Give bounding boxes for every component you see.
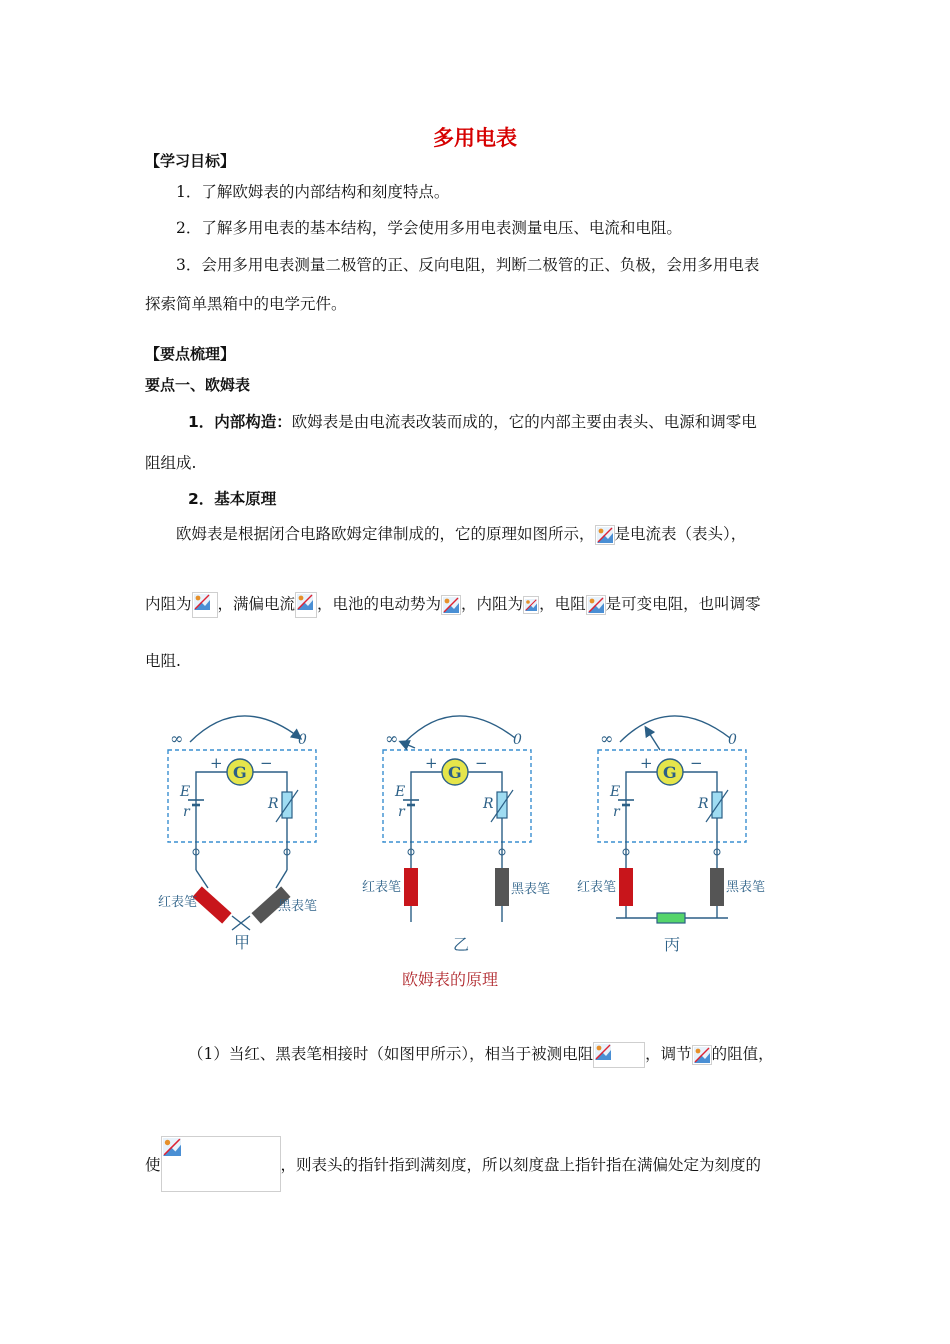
galvanometer-label: G bbox=[663, 763, 677, 782]
r-label: r bbox=[398, 804, 405, 820]
black-probe-label: 黑表笔 bbox=[511, 882, 551, 897]
point1-header: 要点一、欧姆表 bbox=[145, 376, 251, 394]
ohmmeter-principle-figure bbox=[150, 700, 780, 1000]
emf-label: E bbox=[395, 784, 406, 800]
item2-line-3 bbox=[145, 592, 761, 618]
galvanometer-label: G bbox=[448, 763, 462, 782]
item2-line bbox=[176, 522, 746, 545]
item1-line bbox=[188, 410, 757, 432]
zero-label: 0 bbox=[513, 732, 522, 748]
formula-image-icon bbox=[192, 592, 218, 618]
formula-image-icon bbox=[441, 595, 461, 615]
formula-image-icon bbox=[595, 525, 615, 545]
objective-3: 3．会用多用电表测量二极管的正、反向电阻，判断二极管的正、负极，会用多用电表 bbox=[176, 256, 760, 274]
black-probe-label: 黑表笔 bbox=[278, 899, 318, 914]
galvanometer-label: G bbox=[233, 763, 247, 782]
text-internal-resistance: 内阻为 bbox=[145, 595, 192, 613]
panel-label-bing: 丙 bbox=[664, 935, 681, 954]
zero-label: 0 bbox=[298, 732, 307, 748]
black-probe-label: 黑表笔 bbox=[726, 880, 766, 895]
para-a-line bbox=[188, 1042, 774, 1068]
text-para-a1: （1）当红、黑表笔相接时（如图甲所示），相当于被测电阻 bbox=[188, 1045, 594, 1063]
panel-yi bbox=[362, 716, 550, 954]
formula-image-icon bbox=[295, 592, 317, 618]
panel-bing bbox=[577, 716, 765, 954]
formula-image-icon bbox=[161, 1136, 281, 1192]
minus-label: − bbox=[475, 754, 488, 772]
item2-text-a: 欧姆表是根据闭合电路欧姆定律制成的，它的原理如图所示， bbox=[176, 525, 595, 543]
text-para-b1: 使 bbox=[145, 1156, 161, 1174]
infinity-label: ∞ bbox=[170, 729, 184, 748]
keypoints-header: 【要点梳理】 bbox=[145, 345, 236, 363]
para-b-line bbox=[145, 1136, 761, 1192]
objective-2: 2．了解多用电表的基本结构，学会使用多用电表测量电压、电流和电阻。 bbox=[176, 219, 682, 237]
formula-image-icon bbox=[593, 1042, 645, 1068]
text-para-a2: ，调节 bbox=[645, 1045, 692, 1063]
text-battery-r: ，内阻为 bbox=[461, 595, 524, 613]
R-label: R bbox=[268, 796, 279, 812]
item1-text: 欧姆表是由电流表改装而成的，它的内部主要由表头、电源和调零电 bbox=[291, 413, 757, 431]
R-label: R bbox=[698, 796, 709, 812]
item1-label: 1．内部构造： bbox=[188, 413, 292, 431]
text-emf: ，电池的电动势为 bbox=[317, 595, 442, 613]
minus-label: − bbox=[690, 754, 703, 772]
R-label: R bbox=[483, 796, 494, 812]
plus-label: + bbox=[210, 754, 223, 772]
red-probe-label: 红表笔 bbox=[158, 895, 198, 910]
text-variable-resistor: 是可变电阻，也叫调零 bbox=[605, 595, 761, 613]
panel-label-jia: 甲 bbox=[234, 933, 251, 952]
minus-label: − bbox=[260, 754, 273, 772]
r-label: r bbox=[613, 804, 620, 820]
item2-line-4: 电阻. bbox=[145, 652, 181, 670]
emf-label: E bbox=[180, 784, 191, 800]
panel-label-yi: 乙 bbox=[453, 935, 470, 954]
item1-cont: 阻组成. bbox=[145, 454, 197, 472]
formula-image-icon bbox=[523, 596, 539, 614]
red-probe-label: 红表笔 bbox=[577, 880, 617, 895]
infinity-label: ∞ bbox=[385, 729, 399, 748]
figure-caption: 欧姆表的原理 bbox=[402, 970, 499, 989]
text-resistor: ，电阻 bbox=[539, 595, 586, 613]
formula-image-icon bbox=[586, 595, 606, 615]
zero-label: 0 bbox=[728, 732, 737, 748]
formula-image-icon bbox=[692, 1045, 712, 1065]
objective-1: 1．了解欧姆表的内部结构和刻度特点。 bbox=[176, 183, 450, 201]
panel-jia bbox=[158, 716, 317, 952]
text-para-a3: 的阻值， bbox=[711, 1045, 774, 1063]
objectives-header: 【学习目标】 bbox=[145, 152, 236, 170]
text-full-current: ，满偏电流 bbox=[217, 595, 296, 613]
red-probe-label: 红表笔 bbox=[362, 880, 402, 895]
plus-label: + bbox=[640, 754, 653, 772]
text-para-b2: ，则表头的指针指到满刻度，所以刻度盘上指针指在满偏处定为刻度的 bbox=[280, 1156, 762, 1174]
r-label: r bbox=[183, 804, 190, 820]
objective-3-cont: 探索简单黑箱中的电学元件。 bbox=[145, 295, 347, 313]
item2-text-b: 是电流表（表头）， bbox=[614, 525, 747, 543]
page-title: 多用电表 bbox=[433, 126, 517, 150]
plus-label: + bbox=[425, 754, 438, 772]
item2-label: 2．基本原理 bbox=[188, 490, 277, 508]
emf-label: E bbox=[610, 784, 621, 800]
infinity-label: ∞ bbox=[600, 729, 614, 748]
